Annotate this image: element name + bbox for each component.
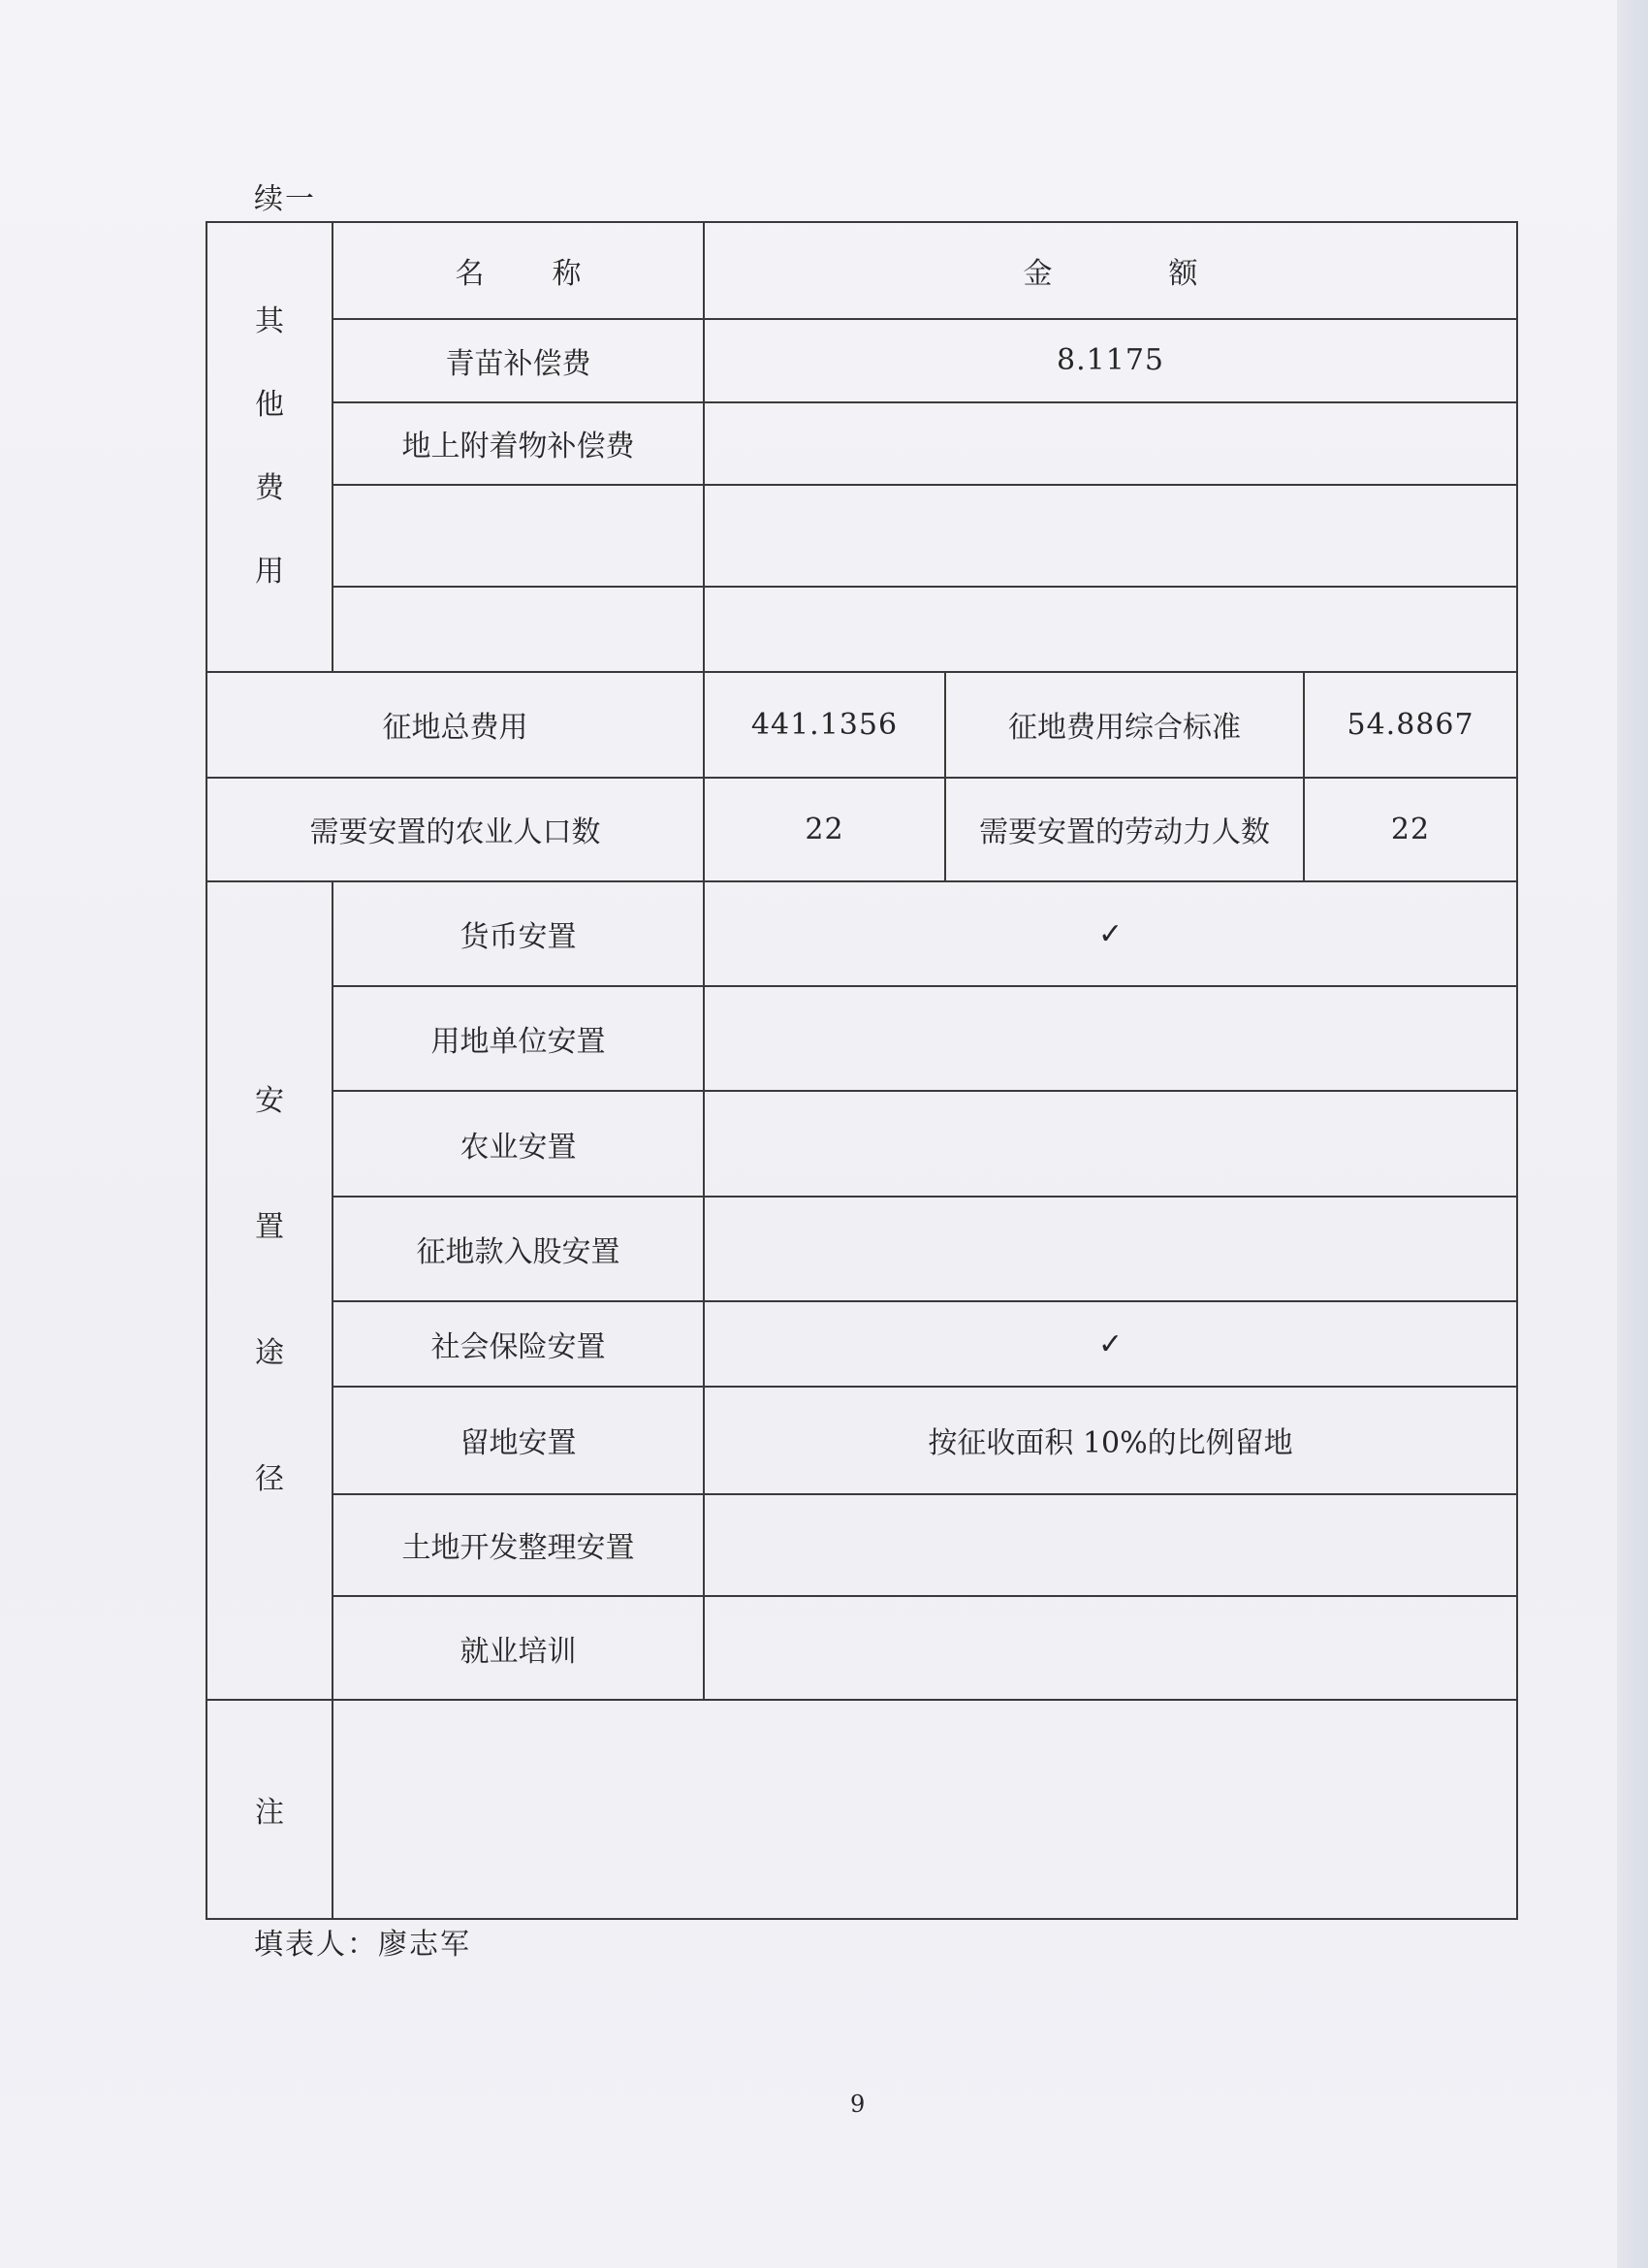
table-row [206, 881, 1517, 986]
resettle-name-cell: 社会保险安置 [333, 1301, 704, 1387]
filled-by-label: 填表人：廖志军 [254, 1928, 471, 1962]
resettle-value-cell [704, 1494, 1517, 1596]
population-row [206, 778, 1517, 881]
labor-label: 需要安置的劳动力人数 [945, 778, 1304, 881]
resettle-name-cell: 用地单位安置 [333, 986, 704, 1091]
table-row [206, 986, 1517, 1091]
table-row [206, 485, 1517, 587]
table-row [206, 402, 1517, 485]
resettle-name-cell: 就业培训 [333, 1596, 704, 1700]
amount-header: 金额 [1023, 257, 1315, 292]
check-mark: ✓ [704, 1301, 1517, 1387]
table-row [206, 319, 1517, 401]
resettle-name-cell: 农业安置 [333, 1091, 704, 1196]
continuation-label: 续一 [254, 182, 316, 216]
table-row [206, 1301, 1517, 1387]
table-row [206, 587, 1517, 672]
fee-name-cell [333, 587, 704, 672]
total-fee-value: 441.1356 [704, 672, 945, 777]
check-mark: ✓ [704, 881, 1517, 986]
table-row [206, 1596, 1517, 1700]
resettle-name-cell: 土地开发整理安置 [333, 1494, 704, 1596]
fee-amount-cell [704, 402, 1517, 485]
other-fees-section-label: 其他费用 [255, 304, 284, 590]
notes-label: 注 [206, 1700, 333, 1919]
resettle-name-cell: 征地款入股安置 [333, 1197, 704, 1301]
resettle-value-cell [704, 1091, 1517, 1196]
fee-name-cell: 地上附着物补偿费 [333, 402, 704, 485]
other-fees-section-cell [206, 222, 333, 672]
resettle-value-cell [704, 1596, 1517, 1700]
table-row [206, 1091, 1517, 1196]
table-row [206, 1494, 1517, 1596]
notes-row [206, 1700, 1517, 1919]
table-row [206, 1197, 1517, 1301]
table-row [206, 1387, 1517, 1493]
other-fees-header-row [206, 222, 1517, 319]
fee-amount-cell [704, 485, 1517, 587]
farm-pop-value: 22 [704, 778, 945, 881]
resettlement-section-cell [206, 881, 333, 1700]
fee-name-cell: 青苗补偿费 [333, 319, 704, 401]
land-acquisition-table [206, 221, 1518, 1920]
fee-amount-cell: 8.1175 [704, 319, 1517, 401]
resettle-value-cell [704, 986, 1517, 1091]
resettlement-section-label: 安置途径 [255, 1084, 284, 1497]
total-fee-row [206, 672, 1517, 777]
total-fee-label: 征地总费用 [206, 672, 704, 777]
farm-pop-label: 需要安置的农业人口数 [206, 778, 704, 881]
labor-value: 22 [1304, 778, 1517, 881]
standard-value: 54.8867 [1304, 672, 1517, 777]
name-header: 名称 [455, 257, 650, 292]
fee-amount-cell [704, 587, 1517, 672]
amount-header-cell [704, 222, 1517, 319]
page-number: 9 [850, 2091, 866, 2118]
scan-edge [1617, 0, 1648, 2268]
fee-name-cell [333, 485, 704, 587]
resettle-name-cell: 留地安置 [333, 1387, 704, 1493]
resettle-value-cell: 按征收面积 10%的比例留地 [704, 1387, 1517, 1493]
standard-label: 征地费用综合标准 [945, 672, 1304, 777]
resettle-name-cell: 货币安置 [333, 881, 704, 986]
notes-content [333, 1700, 1517, 1919]
name-header-cell [333, 222, 704, 319]
resettle-value-cell [704, 1197, 1517, 1301]
